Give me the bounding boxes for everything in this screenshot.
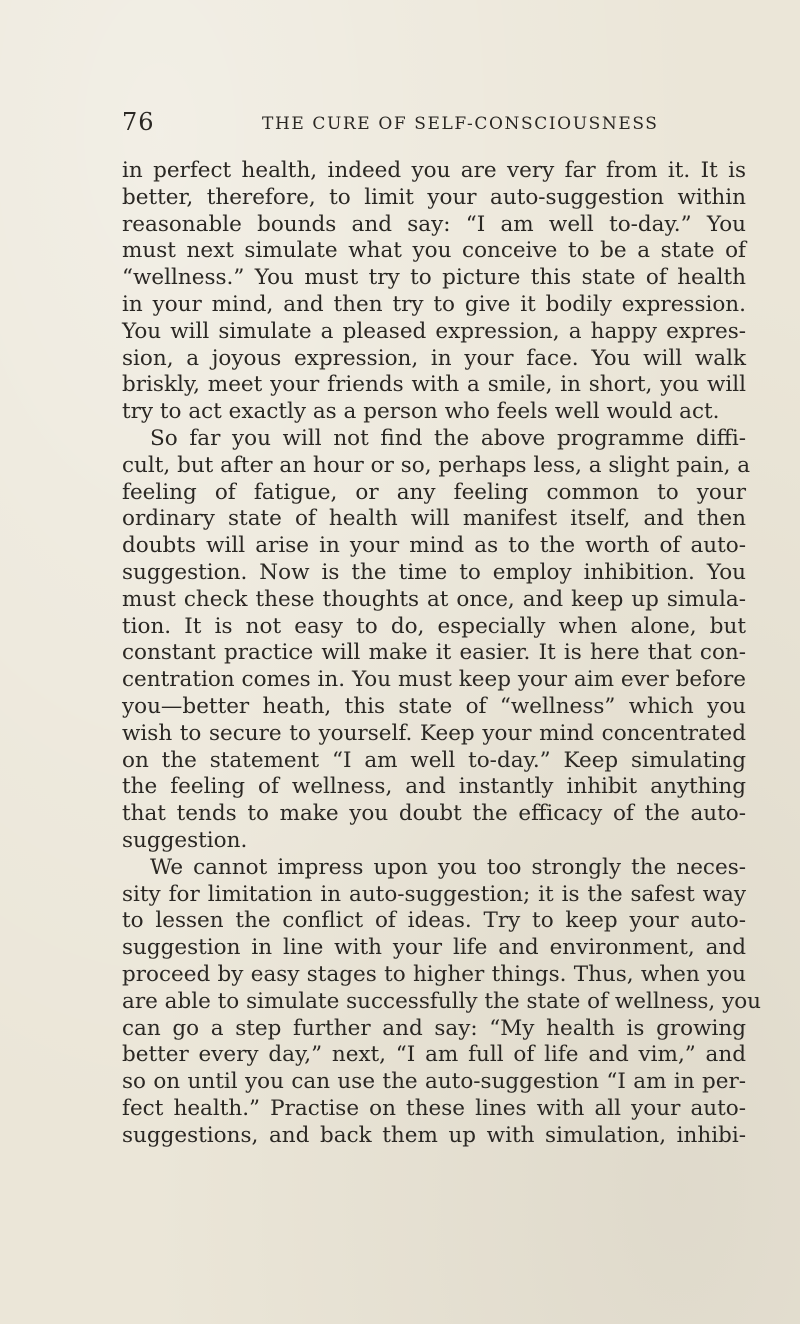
text-line: to lessen the conflict of ideas. Try to keep your auto- bbox=[122, 908, 746, 934]
text-line: fect health.” Practise on these lines with all your auto- bbox=[122, 1095, 746, 1121]
text-line: You will simulate a pleased expression, a happy expres- bbox=[122, 318, 746, 344]
text-line: in perfect health, indeed you are very far from it. It is bbox=[122, 158, 746, 183]
text-line: So far you will not find the above programme diffi- bbox=[150, 425, 746, 451]
text-line: suggestion. bbox=[122, 827, 248, 853]
text-line: you—better heath, this state of “wellness” which you bbox=[122, 693, 746, 719]
page-number: 76 bbox=[122, 108, 155, 136]
text-line: briskly, meet your friends with a smile, in short, you will bbox=[122, 372, 746, 398]
text-line: the feeling of wellness, and instantly inhibit anything bbox=[122, 774, 746, 800]
text-line: ordinary state of health will manifest itself, and then bbox=[122, 506, 746, 532]
text-line: are able to simulate successfully the state of wellness, you bbox=[122, 988, 762, 1014]
text-line: sity for limitation in auto-suggestion; it is the safest way bbox=[122, 881, 746, 907]
text-line: can go a step further and say: “My health is growing bbox=[122, 1015, 746, 1041]
text-line: cult, but after an hour or so, perhaps less, a slight pain, a bbox=[122, 452, 751, 478]
text-line: proceed by easy stages to higher things. Thus, when you bbox=[122, 961, 746, 987]
page-header bbox=[122, 108, 744, 140]
running-title: THE CURE OF SELF-CONSCIOUSNESS bbox=[262, 114, 659, 134]
text-line: must next simulate what you conceive to be a state of bbox=[122, 238, 746, 264]
text-line: constant practice will make it easier. It is here that con- bbox=[122, 640, 746, 666]
text-line: tion. It is not easy to do, especially when alone, but bbox=[122, 613, 746, 639]
text-line: better every day,” next, “I am full of life and vim,” and bbox=[122, 1042, 746, 1068]
text-line: better, therefore, to limit your auto-suggestion within bbox=[122, 184, 746, 210]
text-line: centration comes in. You must keep your aim ever before bbox=[122, 667, 746, 693]
text-line: must check these thoughts at once, and keep up simula- bbox=[122, 586, 746, 612]
text-line: We cannot impress upon you too strongly the neces- bbox=[150, 854, 746, 880]
text-line: that tends to make you doubt the efficacy of the auto- bbox=[122, 801, 746, 827]
text-line: wish to secure to yourself. Keep your mind concentrated bbox=[122, 720, 746, 746]
text-line: “wellness.” You must try to picture this state of health bbox=[122, 265, 746, 291]
text-line: doubts will arise in your mind as to the worth of auto- bbox=[122, 533, 746, 559]
text-line: on the statement “I am well to-day.” Keep simulating bbox=[122, 747, 746, 773]
text-line: suggestion in line with your life and environment, and bbox=[122, 935, 746, 961]
text-line: sion, a joyous expression, in your face. You will walk bbox=[122, 345, 746, 371]
body-text bbox=[122, 158, 762, 1149]
text-line: feeling of fatigue, or any feeling common to your bbox=[122, 479, 746, 505]
text-line: suggestion. Now is the time to employ inhibition. You bbox=[122, 559, 746, 585]
text-line: in your mind, and then try to give it bodily expression. bbox=[122, 291, 746, 317]
text-line: reasonable bounds and say: “I am well to-day.” You bbox=[122, 211, 746, 237]
text-line: try to act exactly as a person who feels well would act. bbox=[122, 399, 720, 425]
text-line: so on until you can use the auto-suggestion “I am in per- bbox=[122, 1069, 746, 1095]
text-line: suggestions, and back them up with simulation, inhibi- bbox=[122, 1122, 746, 1148]
